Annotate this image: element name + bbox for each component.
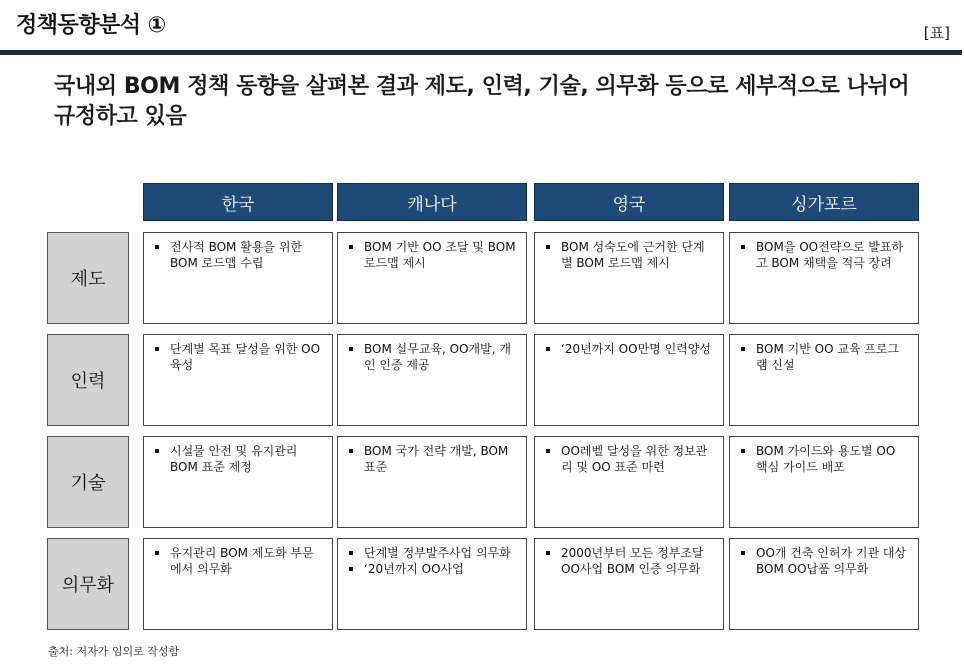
table-cell <box>729 436 919 528</box>
bullet-item: OO개 건축 인허가 기관 대상 BOM OO납품 의무화 <box>738 545 910 577</box>
table-cell <box>729 334 919 426</box>
bullet-list <box>346 545 518 577</box>
bullet-list <box>738 341 910 373</box>
bullet-list <box>543 545 715 577</box>
row-header: 제도 <box>47 232 129 324</box>
table-cell <box>143 232 333 324</box>
bullet-list <box>543 443 715 475</box>
table-cell <box>729 538 919 630</box>
column-header: 캐나다 <box>337 183 527 221</box>
bullet-item: 시설물 안전 및 유지관리 BOM 표준 제정 <box>152 443 324 475</box>
row-header: 기술 <box>47 436 129 528</box>
bullet-item: BOM 국가 전략 개발, BOM 표준 <box>346 443 518 475</box>
table-cell <box>534 334 724 426</box>
table-cell <box>337 538 527 630</box>
table-cell <box>534 232 724 324</box>
table-cell <box>729 232 919 324</box>
bullet-item: BOM을 OO전략으로 발표하고 BOM 채택을 적극 장려 <box>738 239 910 271</box>
table-cell <box>534 538 724 630</box>
bullet-list <box>543 341 715 357</box>
table-cell <box>337 232 527 324</box>
bullet-item: 전사적 BOM 활용을 위한 BOM 로드맵 수립 <box>152 239 324 271</box>
bullet-list <box>543 239 715 271</box>
table-cell <box>534 436 724 528</box>
column-header: 영국 <box>534 183 724 221</box>
bullet-item: BOM 실무교육, OO개발, 개인 인증 제공 <box>346 341 518 373</box>
bullet-list <box>738 239 910 271</box>
table-cell <box>143 436 333 528</box>
bullet-item: 2000년부터 모든 정부조달 OO사업 BOM 인증 의무화 <box>543 545 715 577</box>
row-header: 인력 <box>47 334 129 426</box>
bullet-list <box>346 341 518 373</box>
bullet-item: ‘20년까지 OO만명 인력양성 <box>543 341 715 357</box>
table-tag: [표] <box>923 24 950 42</box>
row-header: 의무화 <box>47 538 129 630</box>
bullet-list <box>152 443 324 475</box>
bullet-list <box>738 443 910 475</box>
source-note: 출처: 저자가 임의로 작성함 <box>48 645 180 658</box>
bullet-item: OO레벨 달성을 위한 정보관리 및 OO 표준 마련 <box>543 443 715 475</box>
bullet-list <box>152 545 324 577</box>
table-cell <box>337 334 527 426</box>
bullet-item: 단계별 정부발주사업 의무화 <box>346 545 518 561</box>
bullet-list <box>346 239 518 271</box>
bullet-list <box>346 443 518 475</box>
bullet-item: BOM 가이드와 용도별 OO 핵심 가이드 배포 <box>738 443 910 475</box>
bullet-item: BOM 기반 OO 교육 프로그램 신설 <box>738 341 910 373</box>
column-header: 한국 <box>143 183 333 221</box>
table-cell <box>143 538 333 630</box>
table-cell <box>143 334 333 426</box>
page-title: 정책동향분석 ① <box>16 13 166 38</box>
bullet-item: BOM 기반 OO 조달 및 BOM 로드맵 제시 <box>346 239 518 271</box>
column-header: 싱가포르 <box>729 183 919 221</box>
bullet-item: BOM 성숙도에 근거한 단계별 BOM 로드맵 제시 <box>543 239 715 271</box>
bullet-list <box>152 341 324 373</box>
bullet-list <box>152 239 324 271</box>
header-divider <box>0 50 962 55</box>
bullet-item: 단계별 목표 달성을 위한 OO 육성 <box>152 341 324 373</box>
bullet-list <box>738 545 910 577</box>
bullet-item: ‘20년까지 OO사업 <box>346 561 518 577</box>
table-cell <box>337 436 527 528</box>
bullet-item: 유지관리 BOM 제도화 부문에서 의무화 <box>152 545 324 577</box>
headline: 국내외 BOM 정책 동향을 살펴본 결과 제도, 인력, 기술, 의무화 등으로 세부적으로 나뉘어 규정하고 있음 <box>54 74 910 129</box>
